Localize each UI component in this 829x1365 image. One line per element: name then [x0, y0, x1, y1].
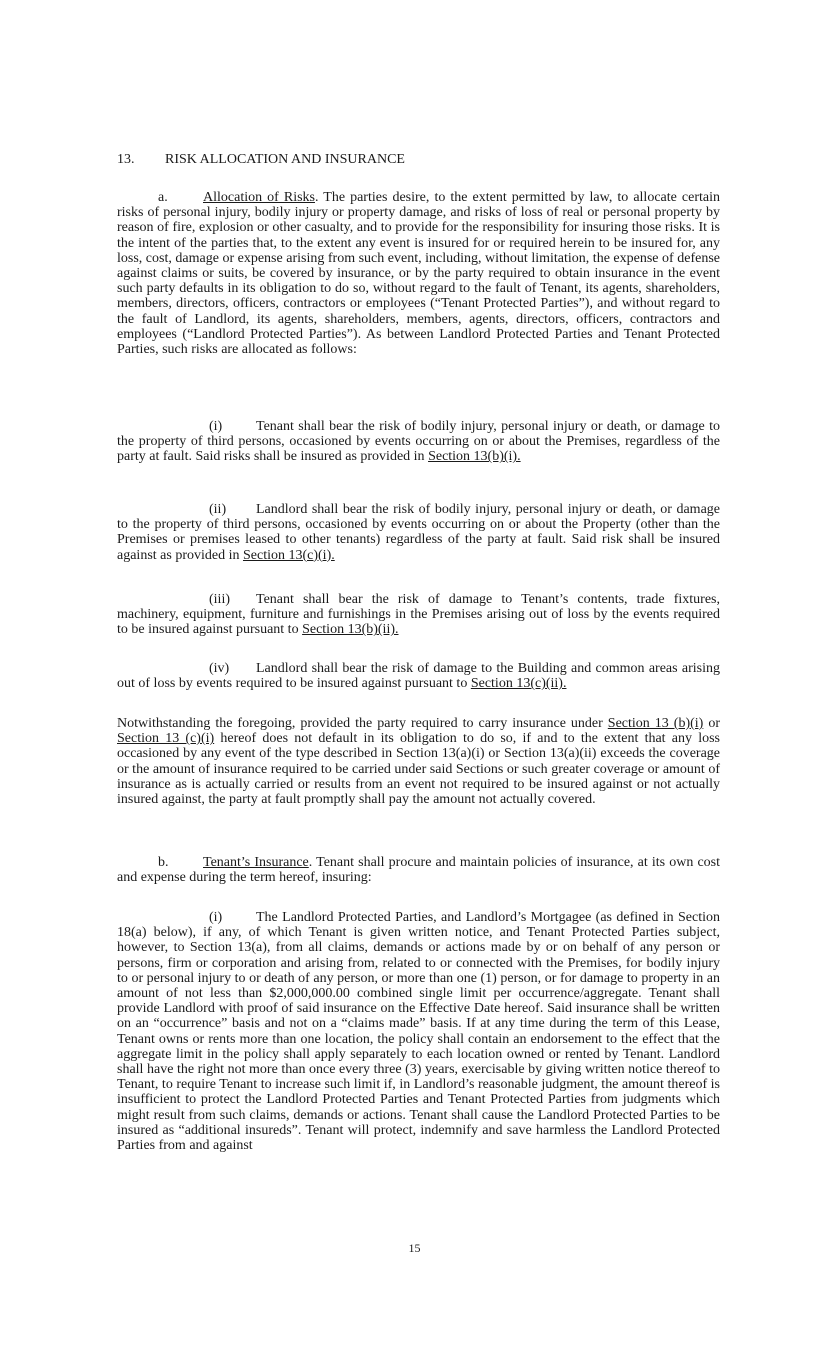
section-reference: Section 13(b)(i).	[428, 449, 521, 465]
paragraph-label: b.	[158, 855, 169, 870]
clause-a-iv	[117, 661, 720, 691]
notwithstanding-paragraph	[117, 716, 720, 807]
clause-text: Landlord shall bear the risk of damage to the Building and common areas arising out of loss by events required to be insured against pursuant to	[117, 661, 720, 692]
section-reference: Section 13(c)(i).	[242, 547, 335, 563]
paragraph-text: hereof does not default in its obligation to do so, if and to the extent that any loss occasioned by any event of the type described in Section 13(a)(i) or Section 13(a)(ii) exceeds the coverage or the amount of insurance required to be carried under said Sections or such greater coverage or amount of insurance as is actually carried or results from an event not required to be insured against or not actually insured against, the party at fault promptly shall pay the amount not actually covered.	[117, 731, 720, 808]
section-heading	[117, 152, 720, 168]
section-reference: Section 13 (b)(i)	[607, 716, 704, 731]
paragraph-heading: Tenant’s Insurance	[203, 855, 309, 870]
clause-b-i	[117, 910, 720, 1153]
paragraph-text: . Tenant shall procure and maintain policies of insurance, at its own cost and expense during the term hereof, insuring:	[117, 855, 720, 886]
clause-text: Landlord shall bear the risk of bodily injury, personal injury or death, or damage to the property of third persons, occasioned by events occurring on or about the Property (other than the Premises or premises leased to other tenants) regardless of the party at fault. Said risk shall be insured against as provided in	[117, 502, 720, 563]
section-reference: Section 13 (c)(i)	[117, 731, 215, 747]
clause-text: The Landlord Protected Parties, and Landlord’s Mortgagee (as defined in Section 18(a) below), if any, of which Tenant is given written notice, and Tenant Protected Parties subject, however, to Section 13(a), from all claims, demands or actions made by or on behalf of any person or persons, firm or corporation and arising from, related to or connected with the Premises, for bodily injury to or personal injury to or death of any person, or more than one (1) person, or for damage to property in an amount of not less than $2,000,000.00 combined single limit per occurrence/aggregate. Tenant shall provide Landlord with proof of said insurance on the Effective Date hereof. Said insurance shall be written on an “occurrence” basis and not on a “claims made” basis. If at any time during the term of this Lease, Tenant owns or rents more than one location, the policy shall contain an endorsement to the effect that the aggregate limit in the policy shall apply separately to each location owned or rented by Tenant. Landlord shall have the right not more than once every three (3) years, exercisable by giving written notice thereof to Tenant, to require Tenant to increase such limit if, in Landlord’s reasonable judgment, the amount thereof is insufficient to protect the Landlord Protected Parties and Tenant Protected Parties from judgments which might result from such claims, demands or actions. Tenant shall cause the Landlord Protected Parties to be insured as “additional insureds”. Tenant will protect, indemnify and save harmless the Landlord Protected Parties from and against	[117, 910, 720, 1154]
clause-label: (i)	[209, 419, 223, 434]
paragraph-b-tenants-insurance	[117, 855, 720, 885]
clause-a-i	[117, 419, 720, 465]
paragraph-text: or	[703, 716, 720, 731]
clause-text: Tenant shall bear the risk of bodily injury, personal injury or death, or damage to the property of third persons, occasioned by events occurring on or about the Premises, regardless of the party at fault. Said risks shall be insured as provided in	[117, 419, 720, 465]
clause-text: Tenant shall bear the risk of damage to Tenant’s contents, trade fixtures, machinery, equipment, furniture and furnishings in the Premises arising out of loss by the events required to be insured against pursuant to	[117, 592, 720, 638]
clause-label: (i)	[209, 910, 223, 925]
clause-a-ii	[117, 502, 720, 563]
paragraph-text: Notwithstanding the foregoing, provided the party required to carry insurance under	[117, 716, 608, 731]
paragraph-text: . The parties desire, to the extent permitted by law, to allocate certain risks of personal injury, bodily injury or property damage, and risks of loss of real or personal property by reason of fire, explosion or other casualty, and to provide for the responsibility for insuring those risks. It is the intent of the parties that, to the extent any event is insured for or required herein to be insured for, any loss, cost, damage or expense arising from such event, including, without limitation, the expense of defense against claims or suits, be covered by insurance, or by the party required to obtain insurance in the event such party defaults in its obligation to do so, without regard to the fault of Tenant, its agents, shareholders, members, directors, officers, contractors or employees (“Tenant Protected Parties”), and without regard to the fault of Landlord, its agents, shareholders, members, agents, directors, officers, contractors and employees (“Landlord Protected Parties”). As between Landlord Protected Parties and Tenant Protected Parties, such risks are allocated as follows:	[117, 190, 720, 358]
clause-label: (ii)	[209, 502, 227, 517]
paragraph-a-allocation-of-risks	[117, 190, 720, 357]
paragraph-label: a.	[158, 190, 168, 205]
clause-label: (iii)	[209, 592, 230, 607]
paragraph-heading: Allocation of Risks	[203, 190, 315, 205]
section-reference: Section 13(c)(ii).	[470, 676, 567, 692]
section-title: RISK ALLOCATION AND INSURANCE	[165, 152, 405, 167]
clause-a-iii	[117, 592, 720, 638]
clause-label: (iv)	[209, 661, 230, 676]
section-number: 13.	[117, 152, 135, 167]
page-number: 15	[408, 1241, 421, 1255]
section-reference: Section 13(b)(ii).	[302, 622, 399, 638]
